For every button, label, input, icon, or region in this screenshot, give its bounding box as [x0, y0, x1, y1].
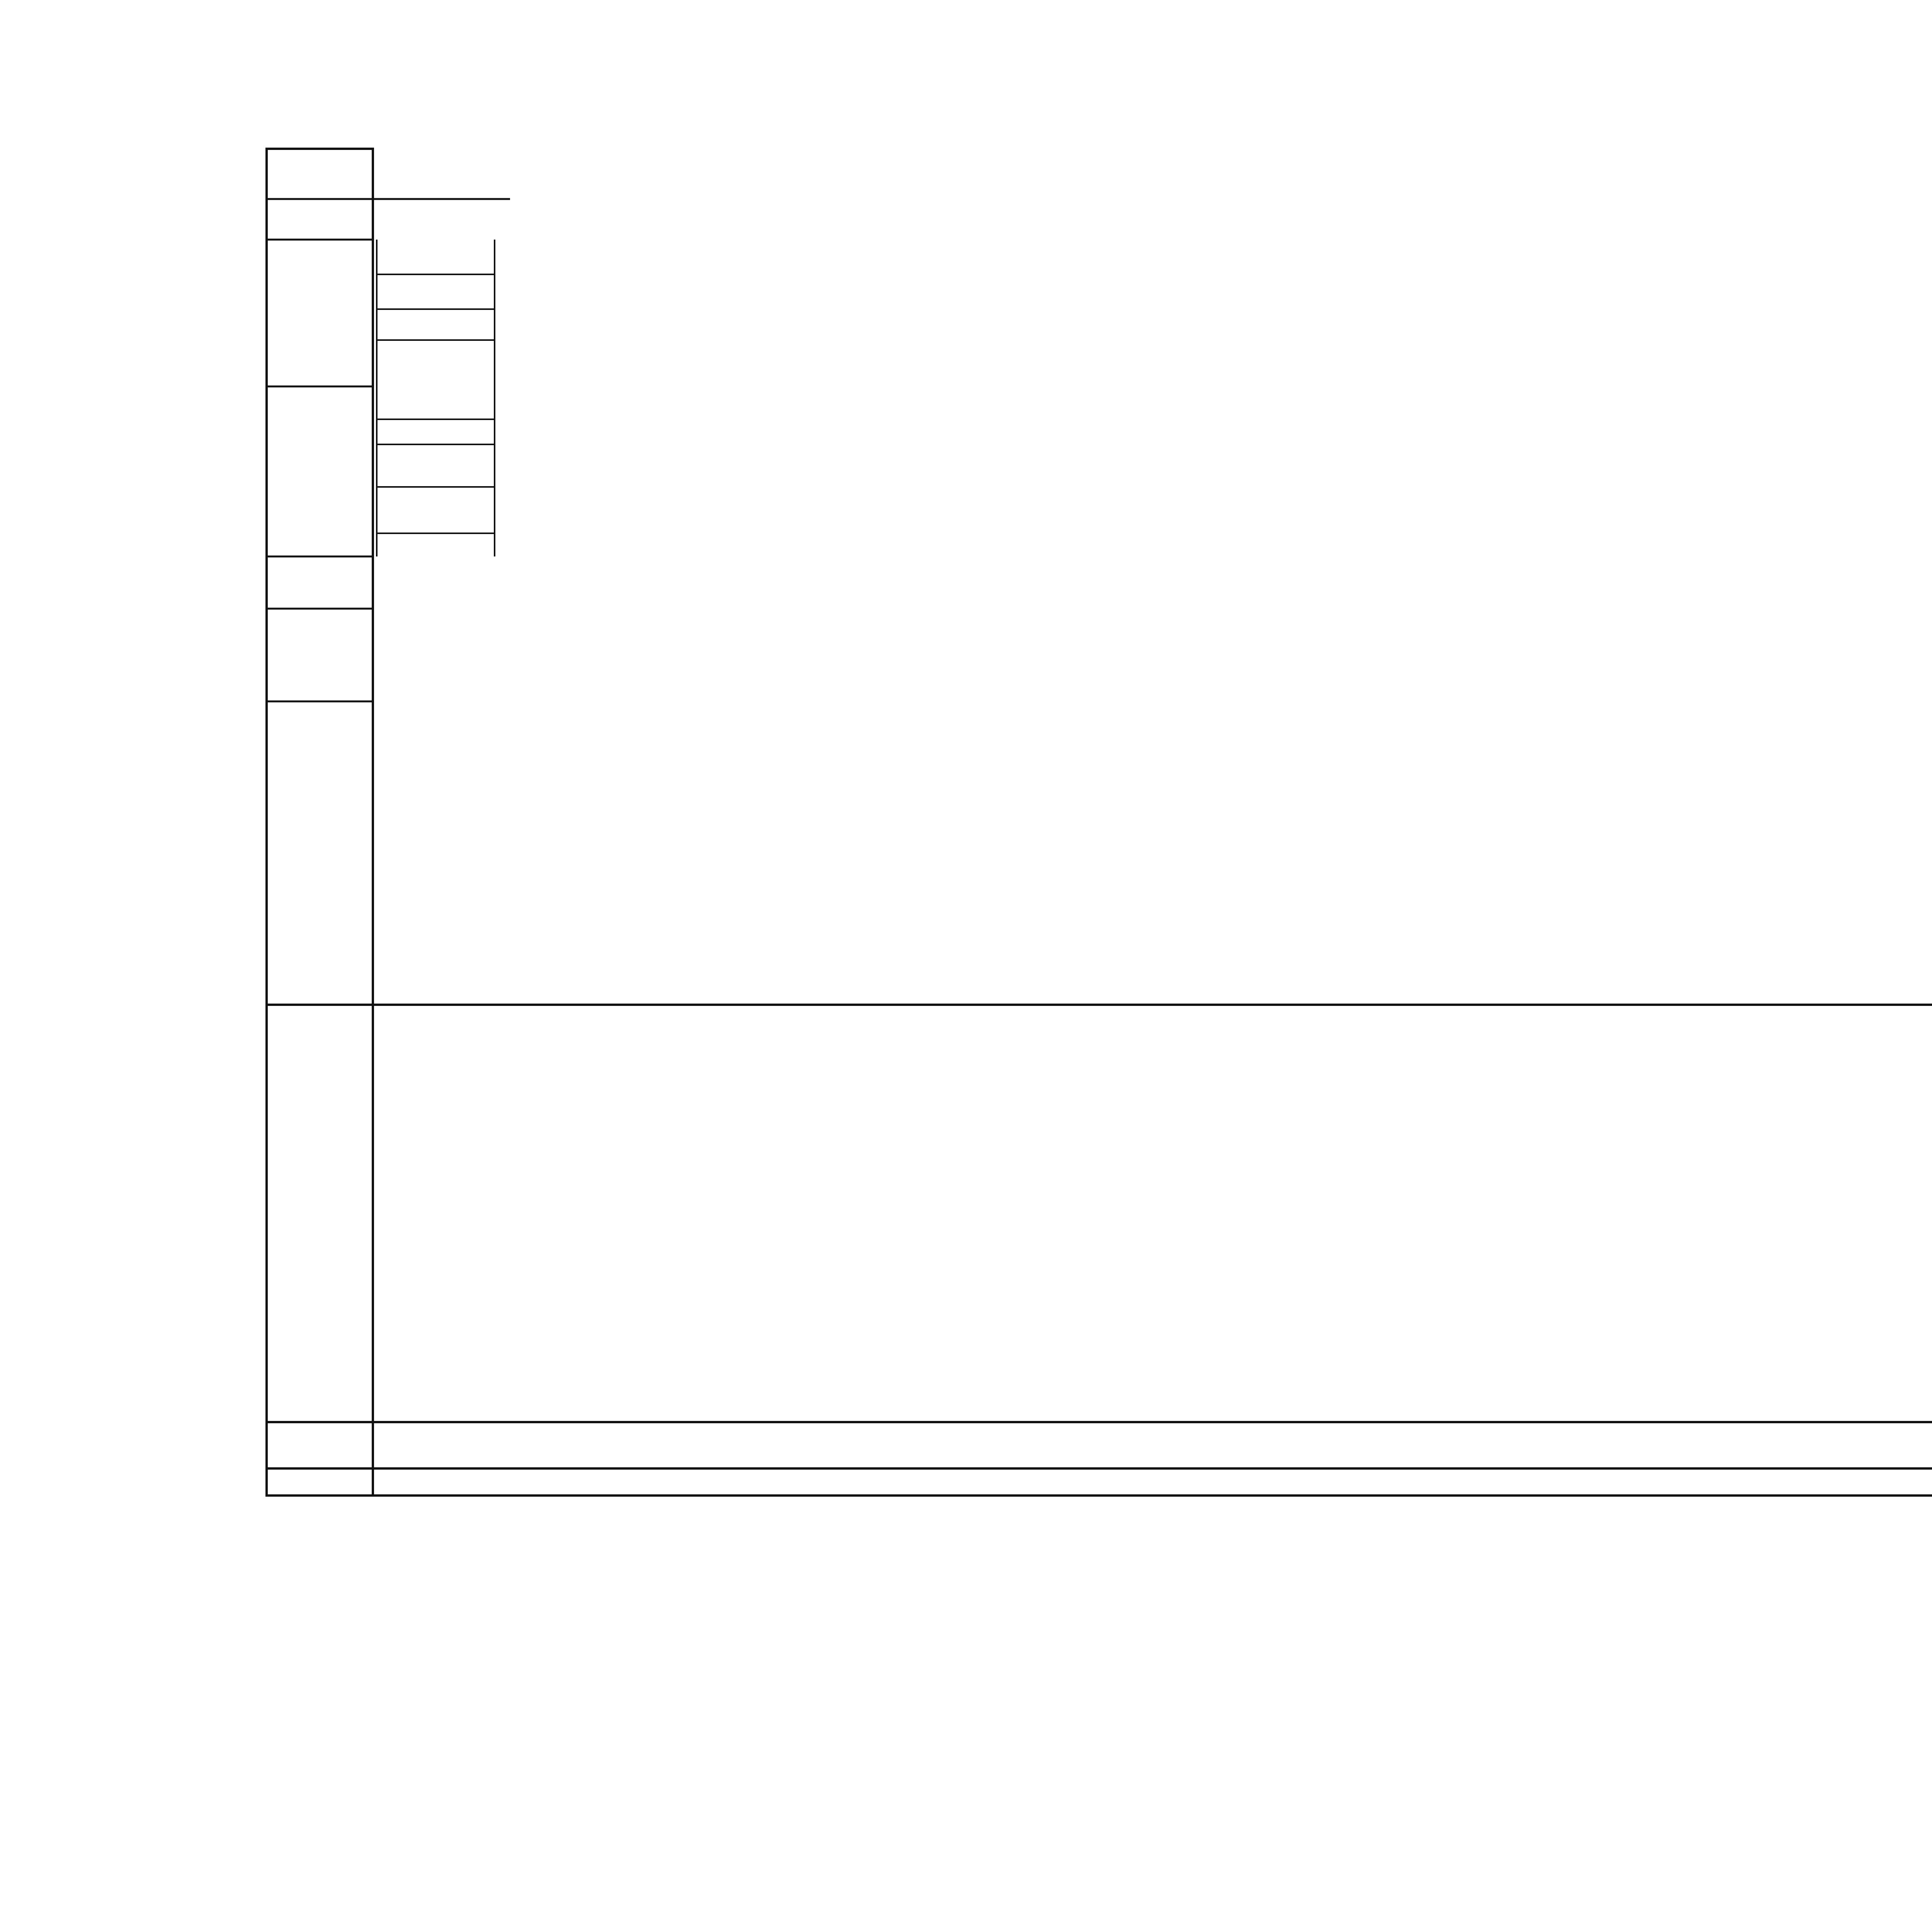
label-panel-frame	[267, 149, 373, 1496]
